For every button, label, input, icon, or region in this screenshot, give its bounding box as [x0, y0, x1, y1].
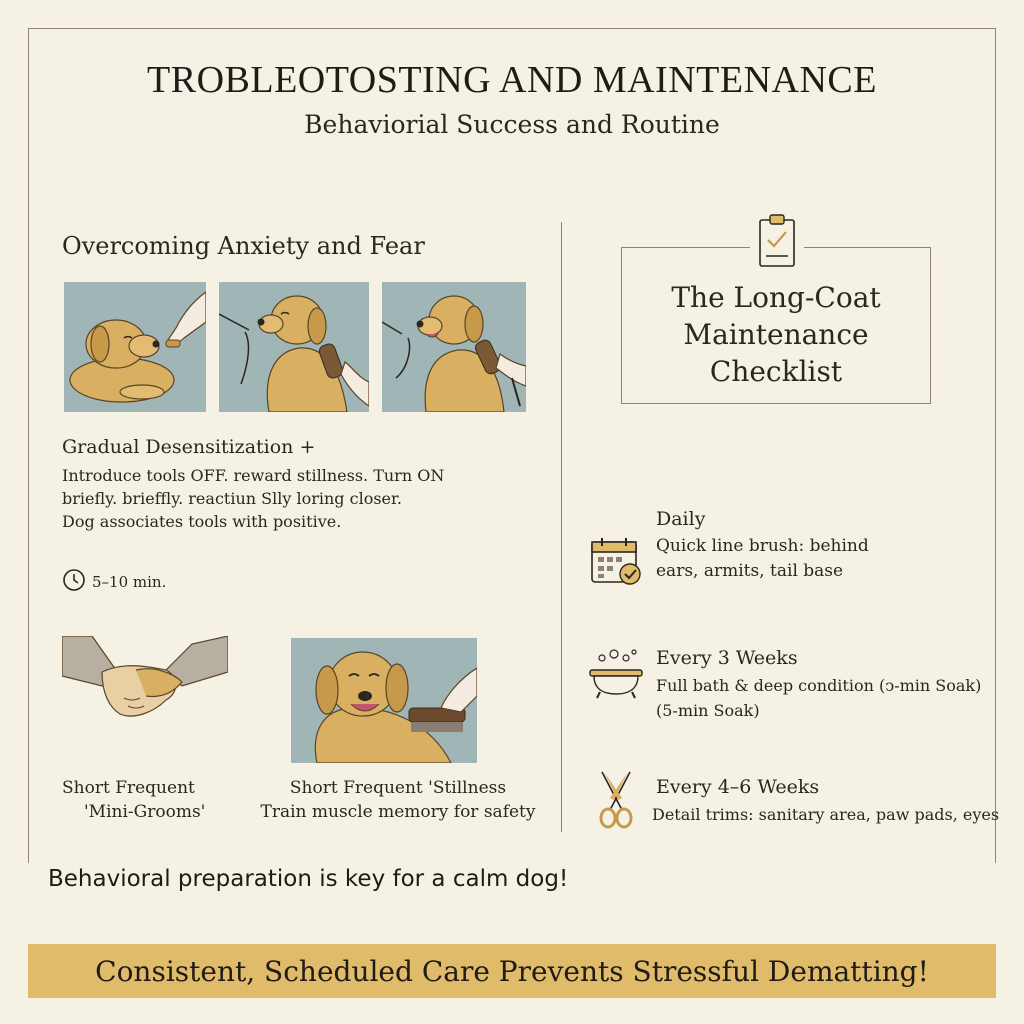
- bottom-banner: [28, 944, 996, 998]
- schedule-desc-daily: [656, 534, 869, 584]
- schedule-desc-4-6-weeks: [652, 802, 999, 827]
- desensitization-description: [62, 464, 462, 533]
- checklist-title: The Long-Coat Maintenance Checklist: [671, 281, 881, 388]
- anxiety-section-heading: Overcoming Anxiety and Fear: [62, 232, 425, 260]
- checklist-title-box: [621, 247, 931, 404]
- stillness-line: Train muscle memory for safety: [260, 802, 536, 822]
- desensitization-line: briefly. brieffly. reactiun Slly loring closer.: [62, 489, 402, 508]
- mini-grooms-label: [62, 776, 222, 824]
- scissors-icon: [596, 770, 636, 830]
- column-divider: [561, 222, 562, 832]
- desensitization-line: Introduce tools OFF. reward stillness. Turn ON: [62, 466, 445, 485]
- schedule-desc-line: Detail trims: sanitary area, paw pads, eyes: [652, 805, 1000, 824]
- schedule-desc-line: Full bath & deep condition (ↄ-min Soak): [656, 676, 982, 695]
- schedule-title-3-weeks: Every 3 Weeks: [656, 647, 798, 669]
- desensitization-title: Gradual Desensitization +: [62, 436, 316, 458]
- dog-clipper-off-illustration: [219, 282, 369, 412]
- bottom-banner-text: Consistent, Scheduled Care Prevents Stressful Dematting!: [95, 954, 929, 988]
- page-subtitle: Behaviorial Success and Routine: [304, 110, 720, 139]
- schedule-desc-3-weeks: [656, 673, 981, 723]
- stillness-line: Short Frequent 'Stillness: [289, 778, 507, 798]
- dog-treat-illustration: [64, 282, 206, 412]
- dog-brushing-illustration: [291, 638, 477, 763]
- session-duration-label: 5–10 min.: [92, 573, 167, 591]
- calendar-check-icon: [590, 536, 642, 586]
- page-title: TROBLEOTOSTING AND MAINTENANCE: [147, 59, 877, 101]
- schedule-desc-line: Quick line brush: behind: [656, 536, 869, 556]
- clipboard-check-icon: [750, 212, 804, 270]
- schedule-desc-line: ears, armits, tail base: [656, 561, 844, 581]
- session-duration: [62, 568, 166, 596]
- dog-clipper-on-illustration: [382, 282, 526, 412]
- handshake-illustration: [62, 636, 228, 728]
- stillness-label: [248, 776, 548, 824]
- schedule-title-daily: Daily: [656, 508, 706, 530]
- desensitization-line: Dog associates tools with positive.: [62, 512, 342, 531]
- footer-note: Behavioral preparation is key for a calm dog!: [48, 866, 569, 892]
- clock-icon: [62, 568, 86, 596]
- mini-grooms-line: Short Frequent: [62, 778, 195, 798]
- schedule-desc-line: (5-min Soak): [656, 701, 760, 720]
- mini-grooms-line: 'Mini-Grooms': [84, 802, 206, 822]
- schedule-title-4-6-weeks: Every 4–6 Weeks: [656, 776, 820, 798]
- bathtub-icon: [588, 648, 644, 700]
